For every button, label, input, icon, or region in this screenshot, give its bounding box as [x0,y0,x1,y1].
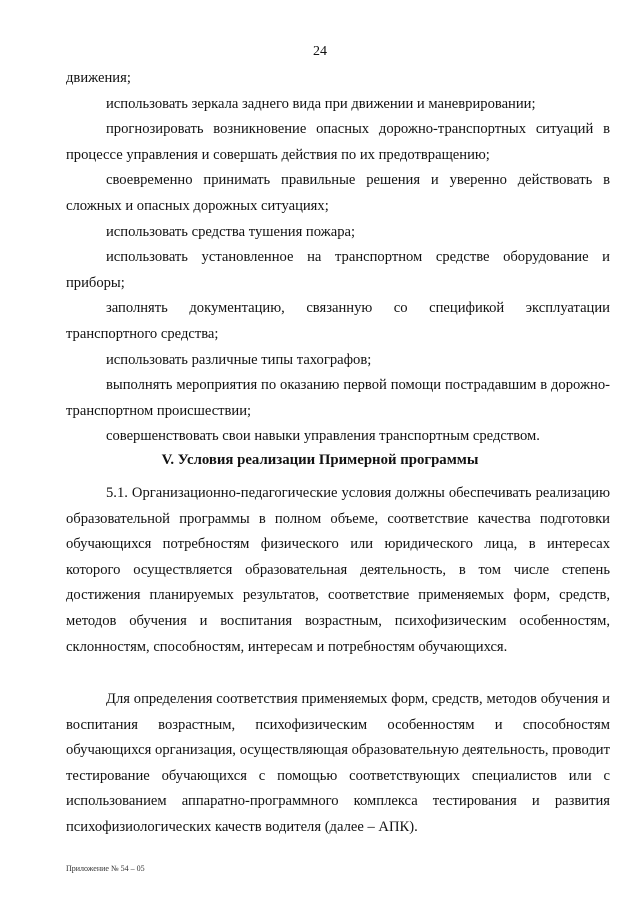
list-item: использовать установленное на транспортном средстве оборудование и приборы; [66,249,610,291]
list-item: заполнять документацию, связанную со спецификой эксплуатации транспортного средства; [66,300,610,342]
list-item: своевременно принимать правильные решения и уверенно действовать в сложных и опасных дорожных ситуациях; [66,172,610,214]
apk-paragraph-block [66,687,610,841]
list-item: использовать различные типы тахографов; [106,351,372,368]
section-heading: V. Условия реализации Примерной программы [161,452,479,468]
clause-5-1: 5.1. Организационно-педагогические условия должны обеспечивать реализацию образовательной программы в полном объеме, соответствие качества подготовки обучающихся потребностям физического или юридического лица, в интересах которого осуществляется образовательная деятельность, в том числе степень достижения планируемых результатов, соответствие применяемых форм, средств, методов обучения и воспитания возрастным, психофизическим особенностям, склонностям, способностям, интересам и потребностям обучающихся. [66,485,610,655]
list-item: использовать зеркала заднего вида при движении и маневрировании; [106,95,536,112]
footer-annotation: Приложение № 54 – 05 [66,864,145,873]
list-item: использовать средства тушения пожара; [106,223,356,240]
clause-5-1-block [66,481,610,660]
list-item: выполнять мероприятия по оказанию первой помощи пострадавшим в дорожно-транспортном происшествии; [66,377,610,419]
apk-paragraph: Для определения соответствия применяемых форм, средств, методов обучения и воспитания возрастным, психофизическим особенностям и способностям обучающихся организация, осуществляющая образовательную деятельность, проводит тестирование обучающихся с помощью соответствующих специалистов или с использованием аппаратно-программного комплекса тестирования и развития психофизиологических качеств водителя (далее – АПК). [66,691,610,835]
list-item: совершенствовать свои навыки управления транспортным средством. [106,428,540,445]
list-item: движения; [66,70,131,86]
page-number: 24 [313,44,327,59]
list-item: прогнозировать возникновение опасных дорожно-транспортных ситуаций в процессе управления и совершать действия по их предотвращению; [66,121,610,163]
skills-list [66,66,610,450]
